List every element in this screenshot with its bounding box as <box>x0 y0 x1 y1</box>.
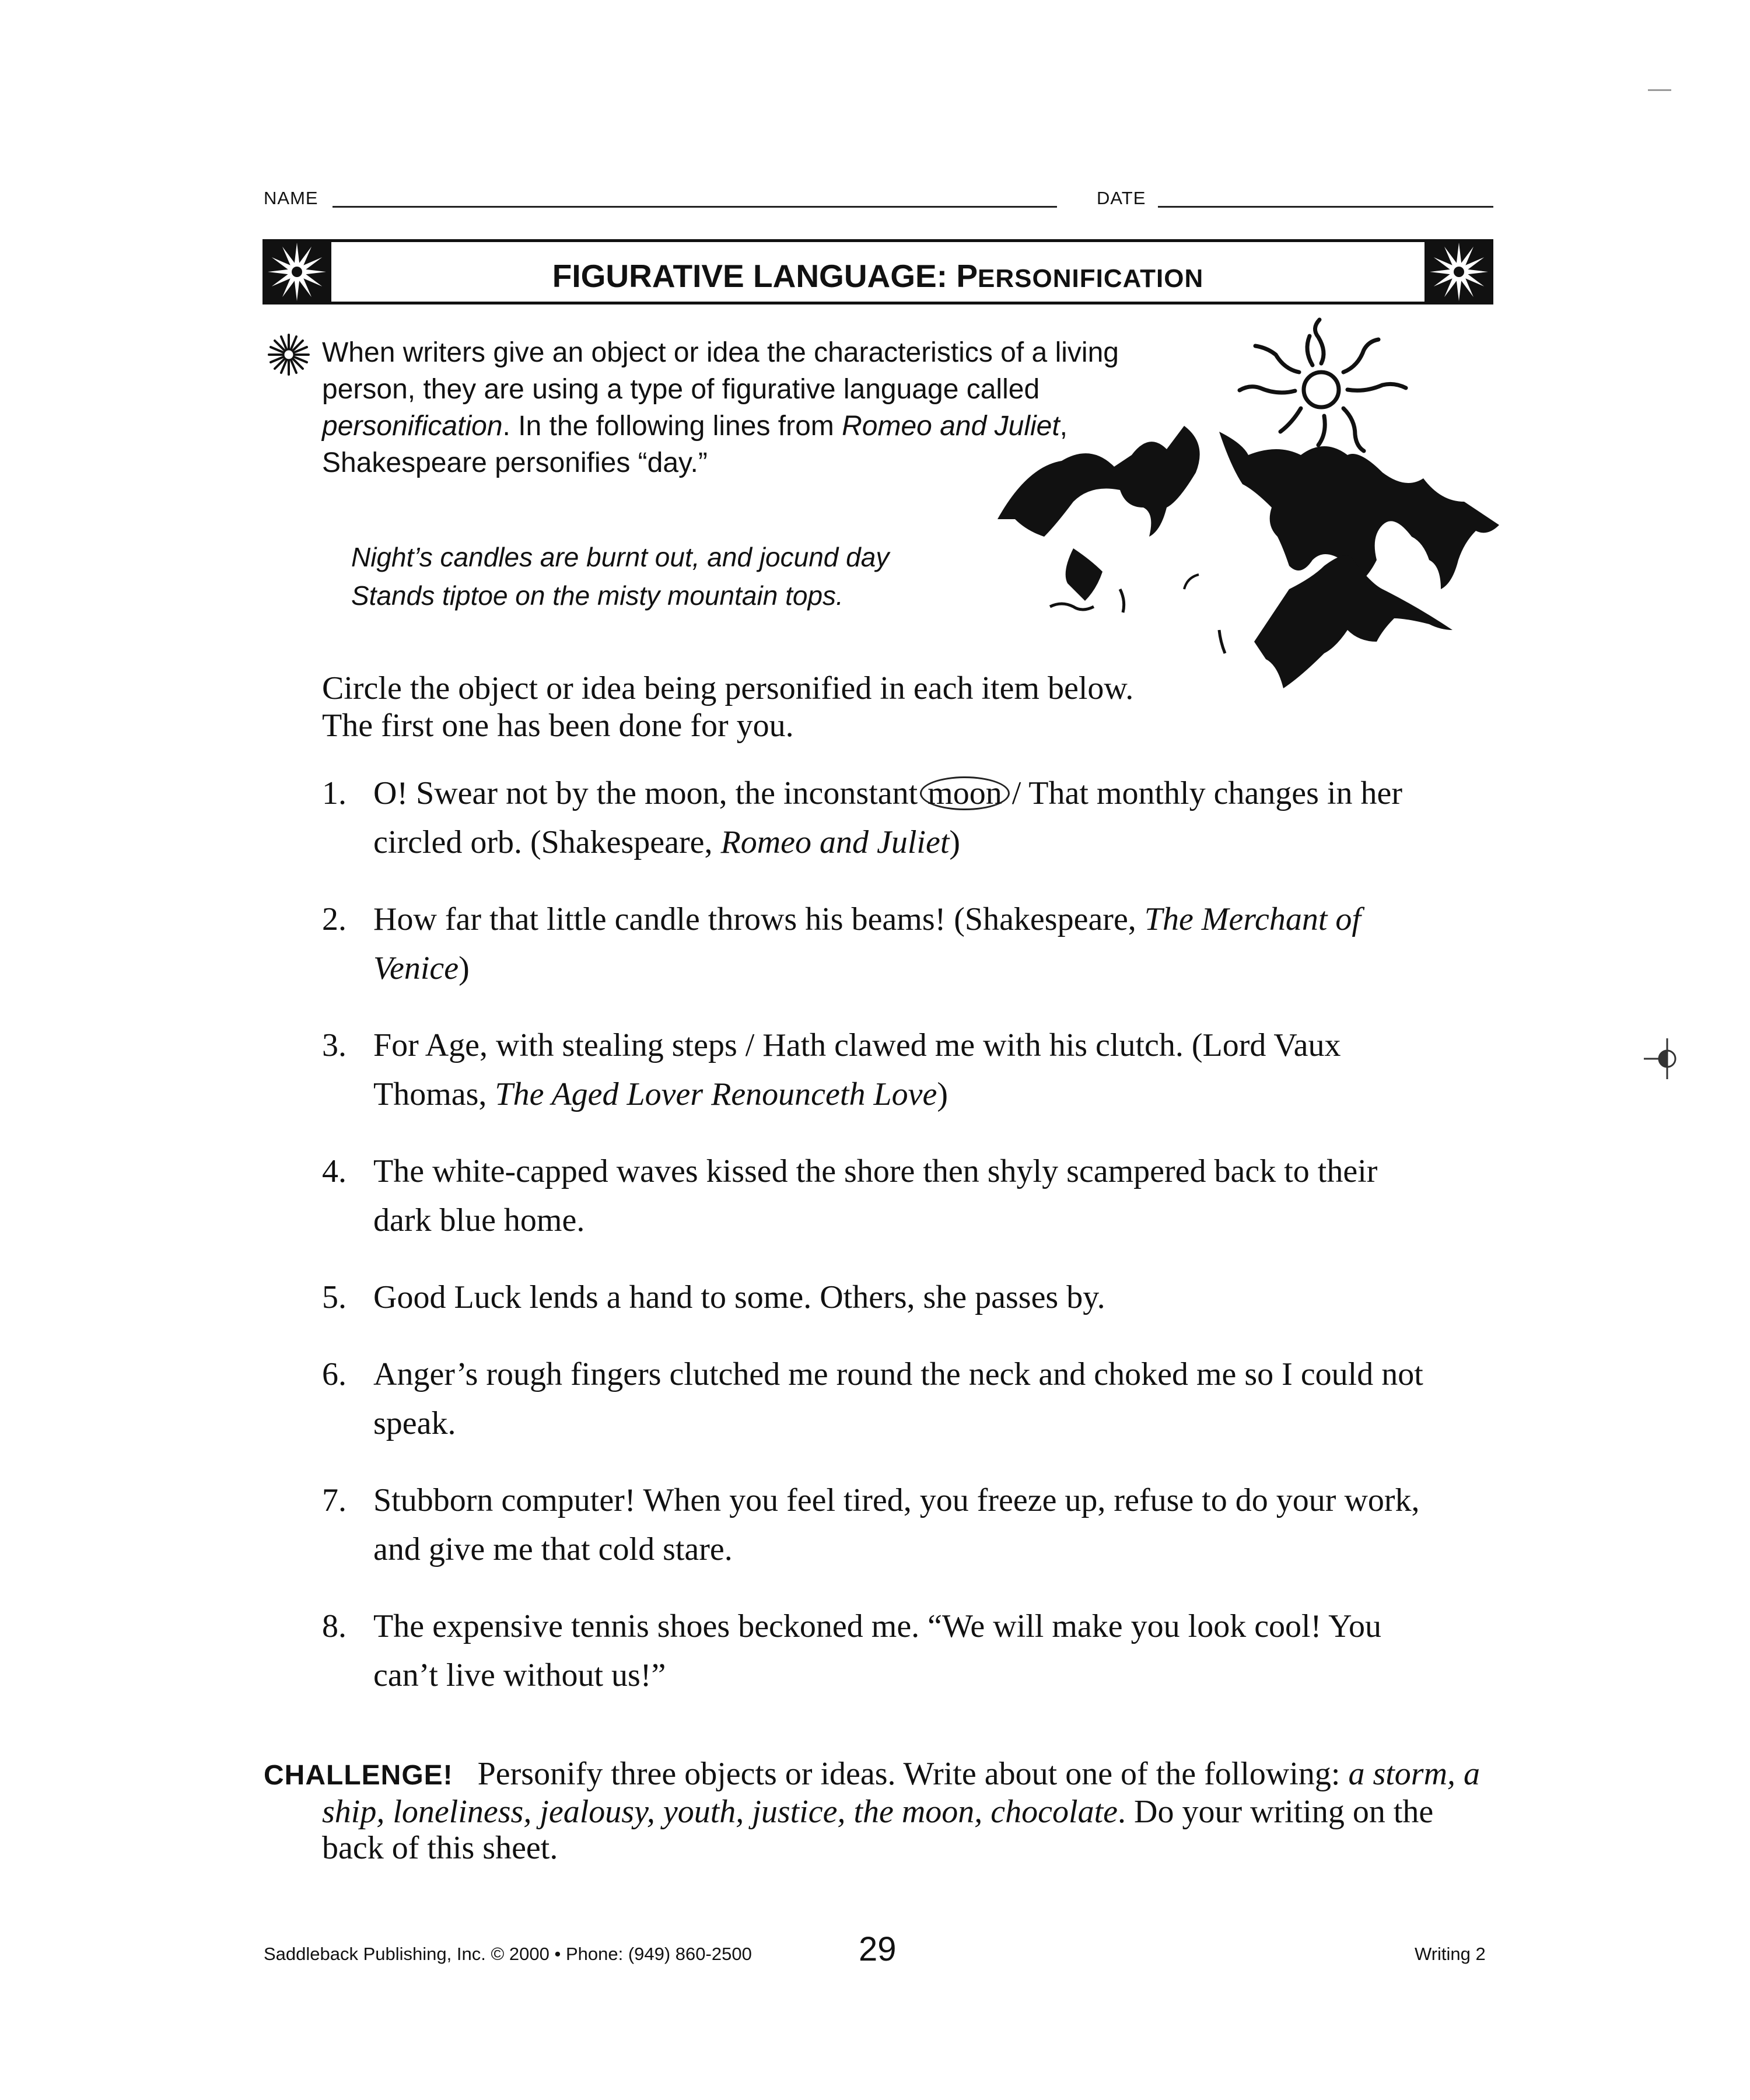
item-number: 5. <box>322 1279 346 1315</box>
item-text: ) <box>459 950 470 986</box>
page-number: 29 <box>859 1930 897 1968</box>
quote-block <box>351 538 889 615</box>
item-source-title: The Merchant of Venice <box>373 901 1361 986</box>
title-sub-cap: P <box>956 258 978 294</box>
exercise-item[interactable] <box>322 1602 1430 1700</box>
item-number: 3. <box>322 1027 346 1063</box>
challenge-text-1: Personify three objects or ideas. Write about one of the following: <box>477 1756 1349 1792</box>
item-number: 2. <box>322 901 346 937</box>
challenge-label: CHALLENGE! <box>264 1760 453 1791</box>
footer-publisher: Saddleback Publishing, Inc. © 2000 • Phone: (949) 860-2500 <box>264 1944 752 1964</box>
item-number: 8. <box>322 1608 346 1644</box>
exercise-list <box>322 769 1430 1728</box>
intro-text-2: . In the following lines from <box>502 411 842 442</box>
quote-line-1: Night’s candles are burnt out, and jocund day <box>351 542 890 572</box>
challenge-text <box>322 1756 1480 1866</box>
title-sub-rest: ERSONIFICATION <box>978 264 1204 293</box>
item-text: The expensive tennis shoes beckoned me. “We will make you look cool! You can’t live without us!” <box>373 1608 1382 1693</box>
challenge-text-2: . Do your writing on the back of this sheet. <box>322 1794 1434 1866</box>
item-source-title: The Aged Lover Renounceth Love <box>495 1076 937 1112</box>
footer-series: Writing 2 <box>1415 1944 1486 1964</box>
date-line[interactable] <box>1158 206 1493 208</box>
sun-mountains-illustration <box>974 315 1511 688</box>
quote-line-2: Stands tiptoe on the misty mountain tops. <box>351 580 844 611</box>
item-number: 4. <box>322 1153 346 1189</box>
crop-mark <box>1648 89 1671 91</box>
intro-text-3: , Shakespeare personifies “day.” <box>322 411 1068 478</box>
exercise-item[interactable] <box>322 1476 1430 1574</box>
challenge-topics: a storm, a ship, loneliness, jealousy, youth, justice, the moon, chocolate <box>322 1756 1480 1830</box>
circled-answer: moon <box>920 776 1010 810</box>
starburst-bullet-icon <box>265 331 312 378</box>
item-text: Good Luck lends a hand to some. Others, she passes by. <box>373 1279 1105 1315</box>
item-number: 7. <box>322 1482 346 1518</box>
registration-mark-icon <box>1644 1038 1679 1079</box>
sun-icon <box>1240 320 1406 451</box>
name-field[interactable] <box>264 188 1057 211</box>
page-title <box>265 257 1490 295</box>
item-text: / That monthly changes in her circled orb. (Shakespeare, <box>373 775 1402 860</box>
item-text: Stubborn computer! When you feel tired, you freeze up, refuse to do your work, and give me that cold stare. <box>373 1482 1420 1567</box>
item-number: 6. <box>322 1356 346 1392</box>
name-label: NAME <box>264 188 318 208</box>
item-text: Anger’s rough fingers clutched me round the neck and choked me so I could not speak. <box>373 1356 1423 1441</box>
challenge-block <box>264 1756 1494 1866</box>
item-text: For Age, with stealing steps / Hath clawed me with his clutch. (Lord Vaux Thomas, <box>373 1027 1341 1112</box>
title-bar <box>262 239 1493 304</box>
date-field[interactable] <box>1097 188 1493 211</box>
instructions: Circle the object or idea being personified in each item below. The first one has been done for you. <box>322 670 1134 744</box>
item-source-title: Romeo and Juliet <box>720 824 950 860</box>
name-line[interactable] <box>332 206 1057 208</box>
exercise-item[interactable] <box>322 1273 1430 1322</box>
item-text: ) <box>949 824 961 860</box>
item-number: 1. <box>322 775 346 811</box>
intro-text-1: When writers give an object or idea the characteristics of a living person, they are using a type of figurative language called <box>322 337 1119 405</box>
date-label: DATE <box>1097 188 1146 208</box>
exercise-item <box>322 769 1430 867</box>
sunburst-icon <box>1424 239 1493 304</box>
item-text: How far that little candle throws his beams! (Shakespeare, <box>373 901 1144 937</box>
item-text: O! Swear not by the moon, the inconstant <box>373 775 918 811</box>
exercise-item[interactable] <box>322 1147 1430 1245</box>
title-main: FIGURATIVE LANGUAGE: <box>552 258 948 294</box>
intro-play-title: Romeo and Juliet <box>842 411 1060 442</box>
exercise-item[interactable] <box>322 1350 1430 1448</box>
intro-term: personification <box>322 411 503 442</box>
exercise-item[interactable] <box>322 895 1430 993</box>
exercise-item[interactable] <box>322 1021 1430 1119</box>
item-text: The white-capped waves kissed the shore then shyly scampered back to their dark blue home. <box>373 1153 1378 1238</box>
item-text: ) <box>937 1076 948 1112</box>
